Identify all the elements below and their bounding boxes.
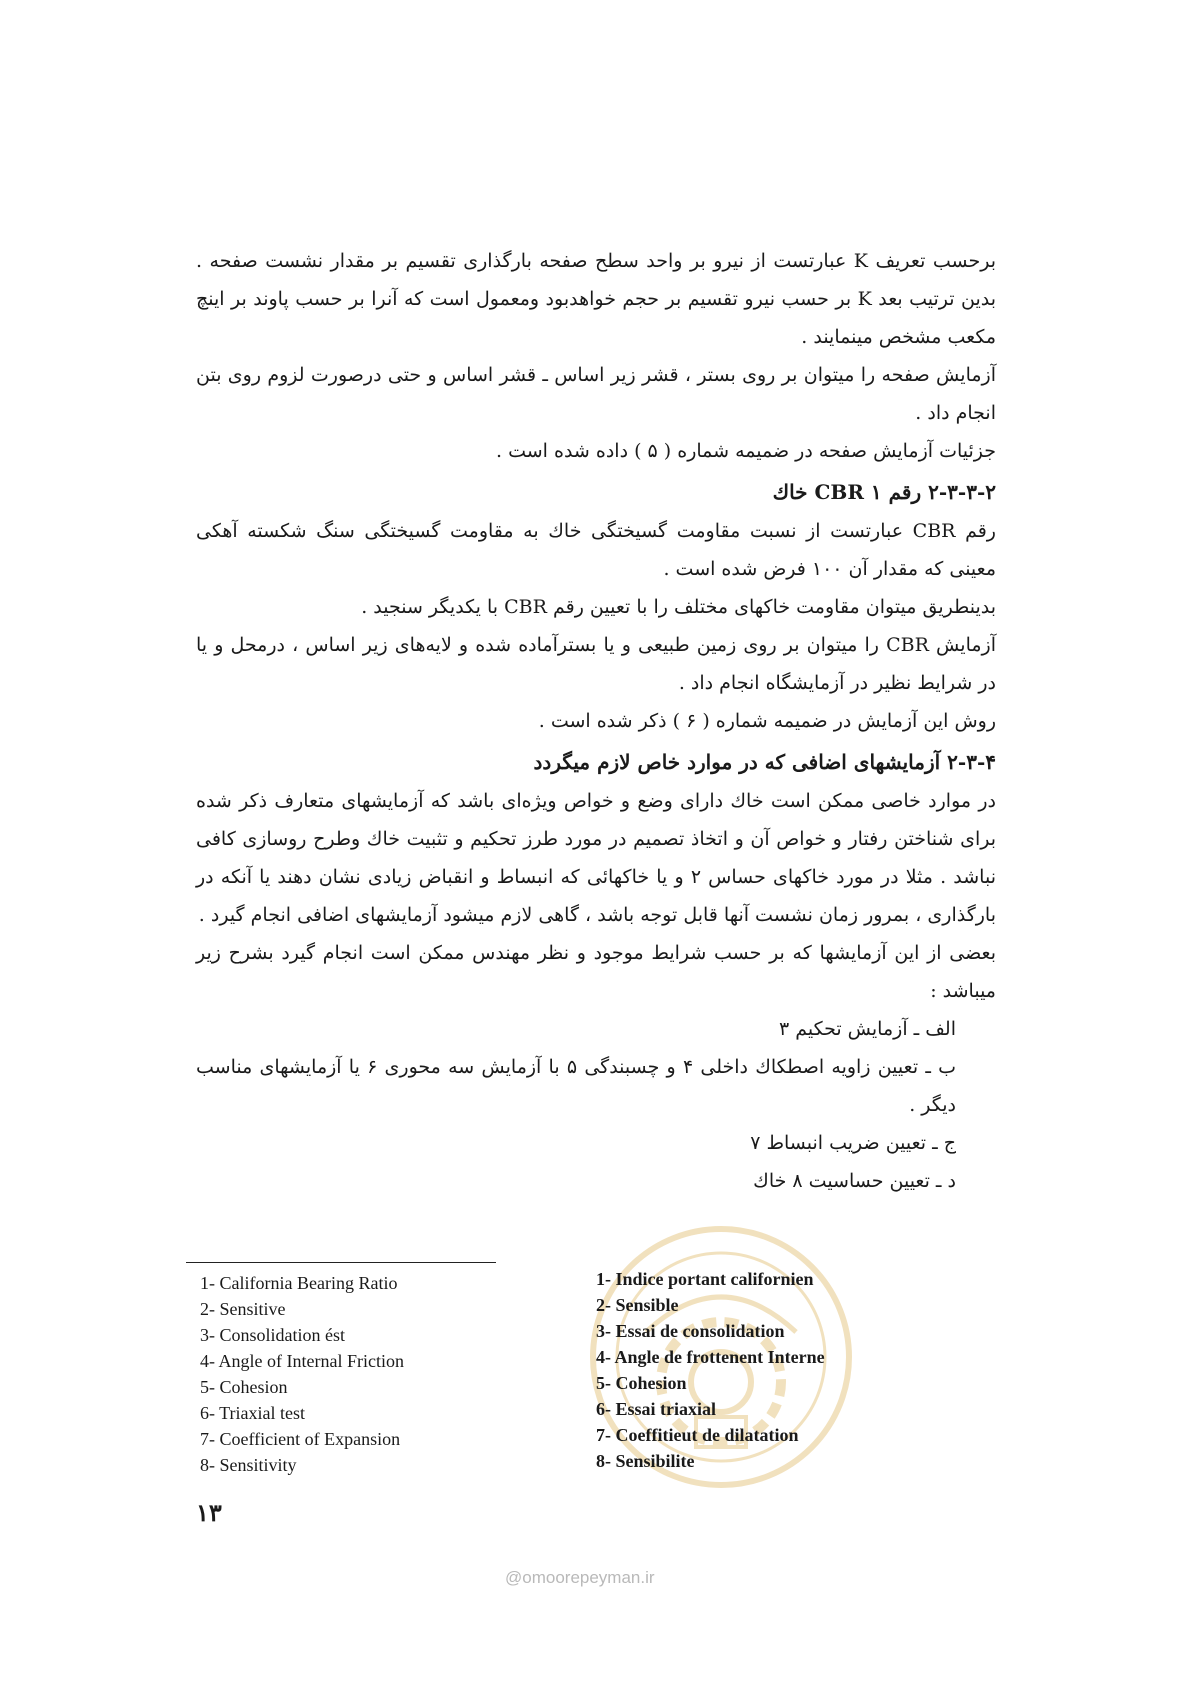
footnote: 6- Essai triaxial bbox=[596, 1399, 716, 1419]
footnote: 7- Coefficient of Expansion bbox=[200, 1429, 401, 1449]
list-item: د ـ تعیین حساسیت ۸ خاك bbox=[753, 1170, 956, 1192]
paragraph: برحسب تعریف K عبارتست از نیرو بر واحد سطح صفحه بارگذاری تقسیم بر مقدار نشست صفحه . بدین ترتیب بعد K بر حسب نیرو تقسیم بر حجم خواهدبود ومعمول است که آنرا بر حسب پاوند بر اینچ مکعب مشخص مینمایند . bbox=[196, 250, 997, 348]
paragraph: بدینطریق میتوان مقاومت خاکهای مختلف را با تعیین رقم CBR با یکدیگر سنجید . bbox=[361, 596, 996, 618]
paragraph: بعضی از این آزمایشها که بر حسب شرایط موجود و نظر مهندس ممکن است انجام گیرد بشرح زیر میباشد : bbox=[196, 942, 996, 1002]
footnote: 2- Sensitive bbox=[200, 1299, 286, 1319]
footnote: 4- Angle de frottenent Interne bbox=[596, 1347, 825, 1367]
footnote: 3- Essai de consolidation bbox=[596, 1321, 785, 1341]
footnotes-english bbox=[200, 1270, 560, 1478]
paragraph: در موارد خاصی ممکن است خاك دارای وضع و خواص ویژه‌ای باشد که آزمایشهای متعارف ذکر شده برای شناختن رفتار و خواص آن و اتخاذ تصمیم در مورد طرز تحکیم و تثبیت خاك وطرح روسازی کافی نباشد . مثلا در مورد خاکهای حساس ۲ و یا خاکهائی که انبساط و انقباض زیادی نشان دهند یا آنکه در بارگذاری ، بمرور زمان نشست آنها قابل توجه باشد ، گاهی لازم میشود آزمایشهای اضافی انجام گیرد . bbox=[196, 790, 996, 926]
paragraph: جزئیات آزمایش صفحه در ضمیمه شماره ( ۵ ) داده شده است . bbox=[496, 440, 996, 462]
footnote: 5- Cohesion bbox=[596, 1373, 687, 1393]
footnote: 6- Triaxial test bbox=[200, 1403, 306, 1423]
list-item: الف ـ آزمایش تحکیم ۳ bbox=[778, 1018, 956, 1040]
paragraph: آزمایش صفحه را میتوان بر روی بستر ، قشر زیر اساس ـ قشر اساس و حتی درصورت لزوم روی بتن انجام داد . bbox=[196, 364, 996, 424]
footnote: 4- Angle of Internal Friction bbox=[200, 1351, 404, 1371]
footnote: 1- California Bearing Ratio bbox=[200, 1273, 398, 1293]
body-text bbox=[196, 242, 996, 1200]
footnote: 5- Cohesion bbox=[200, 1377, 288, 1397]
list-item: ج ـ تعیین ضریب انبساط ۷ bbox=[750, 1132, 956, 1154]
footnote: 2- Sensible bbox=[596, 1295, 679, 1315]
footnote: 7- Coeffitieut de dilatation bbox=[596, 1425, 799, 1445]
section-heading: ۲-۳-۳-۲ رقم CBR ۱ خاك bbox=[772, 480, 996, 504]
footnote: 8- Sensibilite bbox=[596, 1451, 695, 1471]
footnote: 3- Consolidation ést bbox=[200, 1325, 345, 1345]
watermark-text: @omoorepeyman.ir bbox=[505, 1568, 655, 1587]
paragraph: آزمایش CBR را میتوان بر روی زمین طبیعی و یا بسترآماده شده و لایه‌های زیر اساس ، درمحل و یا در شرایط نظیر در آزمایشگاه انجام داد . bbox=[196, 634, 996, 694]
footnote: 8- Sensitivity bbox=[200, 1455, 297, 1475]
footnotes-french bbox=[596, 1266, 956, 1474]
footnote-divider bbox=[186, 1262, 496, 1263]
page-number: ۱۳ bbox=[196, 1498, 222, 1527]
footnote: 1- Indice portant californien bbox=[596, 1269, 814, 1289]
section-heading: ۲-۳-۴ آزمایشهای اضافی که در موارد خاص لازم میگردد bbox=[533, 750, 996, 774]
paragraph: روش این آزمایش در ضمیمه شماره ( ۶ ) ذکر شده است . bbox=[538, 710, 996, 732]
list-item: ب ـ تعیین زاویه اصطکاك داخلی ۴ و چسبندگی ۵ با آزمایش سه محوری ۶ یا آزمایشهای مناسب دیگر . bbox=[196, 1056, 956, 1116]
paragraph: رقم CBR عبارتست از نسبت مقاومت گسیختگی خاك به مقاومت گسیختگی سنگ شکسته آهکی معینی که مقدار آن ۱۰۰ فرض شده است . bbox=[196, 520, 996, 580]
test-list bbox=[196, 1010, 996, 1200]
